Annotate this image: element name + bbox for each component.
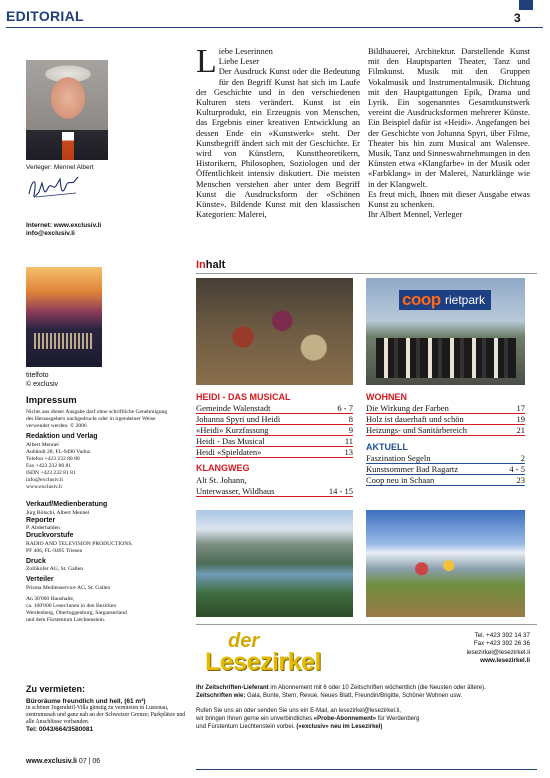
toc-aktuell-heading: AKTUELL bbox=[366, 442, 408, 452]
impressum-note: Nichts aus dieser Ausgabe darf ohne schriftliche Genehmigung des Herausgebers nachgedruckt oder in irgendeiner Weise verwendet werden. © 2006 bbox=[26, 409, 168, 429]
lesezirkel-rule bbox=[196, 624, 537, 625]
toc-row[interactable] bbox=[366, 464, 525, 475]
redaktion-line: Albert Mennel bbox=[26, 441, 59, 448]
toc-row[interactable] bbox=[366, 453, 525, 464]
walensee-landscape-photo[interactable] bbox=[196, 510, 353, 617]
brass-band-crowd bbox=[376, 338, 516, 378]
lesezirkel-web[interactable]: www.lesezirkel.li bbox=[480, 657, 530, 665]
impressum-heading: Impressum bbox=[26, 395, 77, 406]
inhalt-suffix: halt bbox=[205, 259, 226, 271]
toc-label: Heidi «Spieldaten» bbox=[196, 447, 262, 457]
verteiler-line: Prisma Medienservice AG, St. Gallen bbox=[26, 584, 111, 591]
toc-page: 11 bbox=[344, 436, 353, 446]
vermieten-phone: Tel: 0043/664/3580081 bbox=[26, 726, 94, 733]
coop-rietpark-photo[interactable] bbox=[366, 278, 525, 385]
toc-row[interactable] bbox=[366, 414, 525, 425]
haushalte-block bbox=[26, 596, 176, 624]
footer-rule bbox=[196, 769, 537, 770]
verkauf-line: Jürg Bötschi, Albert Mennel bbox=[26, 509, 90, 516]
lesezirkel-email[interactable]: lesezirkel@lesezirkel.li bbox=[466, 648, 530, 656]
editorial-column-2 bbox=[368, 46, 530, 219]
toc-page: 14 - 15 bbox=[328, 486, 353, 496]
toc-row[interactable] bbox=[196, 436, 353, 447]
toc-page: 4 - 5 bbox=[509, 464, 525, 474]
redaktion-line: Telefon +423 232 80 80 bbox=[26, 455, 80, 462]
toc-klangweg-heading: KLANGWEG bbox=[196, 463, 250, 473]
header-rule bbox=[6, 27, 543, 28]
signature-image bbox=[26, 174, 86, 202]
editorial-paragraph: Der Ausdruck Kunst oder die Bedeutung für den Begriff Kunst hat sich im Laufe der Geschichte und in den verschiedenen Kulturen stets verändert. Kunst ist ein Kulturprodukt, ein Erzeugnis von Menschen, das Ergebnis einer kreativen Entwicklung an dessen Ende ein «Kunstwerk» steht. Der Kunstbegriff ändert sich mit der Geschichte. Er wird von Künstlern, Kunsttheoretikern, Historikern, Philosophen, Soziologen und der Öffentlichkeit intensiv diskutiert. Die meisten Menschen verstehen aber unter dem Begriff Kunst die Ausdrucksform der «Schönen Künste». Bildende Kunst mit den klassischen Kategorien: Malerei, bbox=[196, 66, 360, 220]
editorial-greeting: Liebe Leser bbox=[218, 56, 260, 67]
vermieten-text: in schöner Jugendstil-Villa günstig zu vermieten in Lustenau, zentrumsnah und ganz nah an der Schweizer Grenze; Parkplätze und alle Anschlüsse vorhanden. bbox=[26, 705, 186, 725]
haushalte-line: und dem Fürstentum Liechtenstein. bbox=[26, 616, 106, 623]
lesezirkel-tel: Tel. +423 392 14 37 bbox=[474, 632, 530, 639]
toc-row[interactable] bbox=[196, 447, 353, 458]
lesezirkel-line5: und Fürstentum Liechtenstein vorbei. bbox=[196, 724, 297, 730]
lesezirkel-fax: Fax +423 392 26 36 bbox=[473, 640, 530, 648]
inhalt-prefix: In bbox=[196, 259, 206, 271]
publisher-label: Verleger: Mennel Albert bbox=[26, 164, 94, 171]
toc-page: 6 - 7 bbox=[337, 403, 353, 413]
toc-page: 8 bbox=[348, 414, 353, 424]
lesezirkel-line2-bold: Zeitschriften wie: bbox=[196, 693, 246, 699]
editorial-signoff: Ihr Albert Mennel, Verleger bbox=[368, 209, 463, 220]
lesezirkel-contact bbox=[418, 632, 530, 666]
titelfoto-label: titelfoto bbox=[26, 372, 49, 379]
haushalte-line: An 30'000 Haushalte, bbox=[26, 595, 75, 602]
footer-issue: 07 | 06 bbox=[78, 758, 101, 765]
toc-label: Faszination Segeln bbox=[366, 453, 431, 463]
editorial-paragraph: Bildhauerei, Architektur. Darstellende Kunst mit den Hauptsparten Theater, Tanz und Filmkunst. Musik mit den Gruppen Vokalmusik und Instrumentalmusik. Dichtung mit den Hauptgattungen Epik, Drama und Lyrik. Ein sogenanntes Gesamtkunstwerk vereint die Ausdrucksformen mehrerer Künste. Ein Beispiel dafür ist «Heidi». Angefangen bei der Geschichte von Johanna Spyri, über Filme, Theater bis hin zum Musical am Walensee. Musik, Tanz und Sinneswahrnehmungen in den Künsten etwa «Klangfarbe» in der Musik oder «Farbklang» in der Malerei, Naturklänge wie in der Klangwelt. bbox=[368, 46, 530, 189]
toc-label: Unterwasser, Wildhaus bbox=[196, 486, 275, 496]
editorial-column-1 bbox=[196, 43, 360, 220]
lesezirkel-text bbox=[196, 684, 534, 731]
redaktion-block bbox=[26, 433, 176, 491]
lesezirkel-line2: Gala, Bunte, Stern, Revue, Neues Blatt, Freundin/Brigitte, Schöner Wohnen usw. bbox=[245, 693, 463, 699]
toc-label: Coop neu in Schaan bbox=[366, 475, 435, 485]
toc-label: Heizungs- und Sanitärbereich bbox=[366, 425, 468, 435]
lesezirkel-line4-end: für Werdenberg bbox=[376, 716, 420, 722]
reporter-heading: Reporter bbox=[26, 516, 56, 524]
toc-heidi-heading: HEIDI - DAS MUSICAL bbox=[196, 392, 291, 402]
redaktion-heading: Redaktion und Verlag bbox=[26, 433, 98, 440]
redaktion-line: Aubündt 28, FL-9490 Vaduz bbox=[26, 448, 91, 455]
vermieten-title: Büroräume freundlich und hell, (61 m²) bbox=[26, 698, 146, 705]
lesezirkel-line4-bold: «Probe-Abonnement» bbox=[313, 716, 377, 722]
toc-row[interactable] bbox=[196, 425, 353, 436]
verteiler-heading: Verteiler bbox=[26, 576, 54, 583]
lesezirkel-line3: Rufen Sie uns an oder senden Sie uns ein E-Mail, an lesezirkel@lesezirkel.li, bbox=[196, 708, 401, 714]
redaktion-email[interactable]: info@exclusiv.li bbox=[26, 476, 63, 483]
redaktion-line: ISDN +423 232 81 81 bbox=[26, 469, 76, 476]
internet-contact bbox=[26, 222, 101, 238]
toc-label: Kunstsommer Bad Ragartz bbox=[366, 464, 459, 474]
drop-cap: L bbox=[196, 43, 217, 80]
verkauf-heading: Verkauf/Medienberatung bbox=[26, 501, 108, 508]
inhalt-rule bbox=[196, 273, 537, 274]
lesezirkel-line1-bold: Ihr Zeitschriften-Lieferant bbox=[196, 685, 269, 691]
vermieten-heading: Zu vermieten: bbox=[26, 684, 86, 694]
reporter-line: P. Abderhalden bbox=[26, 525, 60, 531]
toc-row[interactable] bbox=[366, 475, 525, 486]
internet-email[interactable]: info@exclusiv.li bbox=[26, 230, 75, 237]
druck-heading: Druck bbox=[26, 557, 46, 565]
lesezirkel-line1: im Abonnement mit 6 oder 10 Zeitschriften wöchentlich (die Neusten oder ältere). bbox=[268, 685, 486, 691]
publisher-portrait-photo bbox=[26, 60, 108, 160]
toc-row[interactable] bbox=[196, 403, 353, 414]
toc-page: 23 bbox=[516, 475, 525, 485]
lesezirkel-logo: Lesezirkel bbox=[205, 648, 321, 676]
toc-page: 13 bbox=[344, 447, 353, 457]
toc-row[interactable] bbox=[366, 425, 525, 436]
klangweg-children-photo[interactable] bbox=[366, 510, 525, 617]
redaktion-line: Fax +423 232 80 81 bbox=[26, 462, 72, 469]
cover-photo-sunset bbox=[26, 267, 102, 367]
page-tab-marker bbox=[519, 0, 533, 10]
titelfoto-copyright: © exclusiv bbox=[26, 380, 58, 388]
druckvorstufe-heading: Druckvorstufe bbox=[26, 532, 74, 539]
druck-line: Zollikofer AG, St. Gallen bbox=[26, 566, 84, 572]
rietpark-text: rietpark bbox=[445, 293, 486, 307]
haushalte-line: ca. 100'000 Leser/innen in den Bezirken bbox=[26, 602, 117, 609]
redaktion-website[interactable]: www.exclusiv.li bbox=[26, 483, 62, 490]
toc-klangweg-line1: Alt St. Johann, bbox=[196, 475, 247, 485]
coop-logo-text: coop bbox=[402, 290, 441, 309]
haushalte-line: Werdenberg, Obertoggenburg, Sarganserland bbox=[26, 609, 127, 616]
toc-page: 2 bbox=[520, 453, 525, 463]
verkauf-block bbox=[26, 501, 176, 624]
lesezirkel-line4: wir bringen Ihnen gerne ein unverbindliches bbox=[196, 716, 314, 722]
footer-url[interactable]: www.exclusiv.li bbox=[26, 758, 77, 765]
druckvorstufe-line: RADIO AND TELEVISION PRODUCTIONS, bbox=[26, 540, 133, 547]
heidi-musical-photo[interactable] bbox=[196, 278, 353, 385]
toc-label: «Heidi» Kurzfassung bbox=[196, 425, 269, 435]
section-title: EDITORIAL bbox=[6, 8, 84, 24]
toc-label: Gemeinde Walenstadt bbox=[196, 403, 271, 413]
vermieten-ad bbox=[26, 698, 186, 733]
toc-page: 9 bbox=[348, 425, 353, 435]
editorial-greeting: iebe Leserinnen bbox=[218, 46, 273, 56]
titelfoto-credit bbox=[26, 372, 58, 389]
lesezirkel-logo-der: der bbox=[228, 630, 260, 652]
toc-wohnen-heading: WOHNEN bbox=[366, 392, 407, 402]
page-number: 3 bbox=[514, 11, 521, 25]
toc-label: Die Wirkung der Farben bbox=[366, 403, 449, 413]
toc-label: Heidi - Das Musical bbox=[196, 436, 265, 446]
toc-label: Holz ist dauerhaft und schön bbox=[366, 414, 464, 424]
toc-page: 19 bbox=[516, 414, 525, 424]
footer bbox=[26, 758, 100, 765]
toc-row[interactable] bbox=[196, 486, 353, 497]
editorial-closing: Es freut mich, Ihnen mit dieser Ausgabe etwas Kunst zu schenken. bbox=[368, 188, 530, 210]
inhalt-heading bbox=[196, 259, 225, 271]
toc-row[interactable] bbox=[196, 414, 353, 425]
toc-page: 21 bbox=[516, 425, 525, 435]
toc-page: 17 bbox=[516, 403, 525, 413]
lesezirkel-line5-bold: («exclusiv» neu im Lesezirkel) bbox=[296, 724, 383, 730]
druckvorstufe-line: PF 406, FL-9495 Triesen bbox=[26, 547, 83, 554]
toc-label: Johanna Spyri und Heidi bbox=[196, 414, 281, 424]
internet-url[interactable]: Internet: www.exclusiv.li bbox=[26, 222, 102, 229]
toc-row[interactable] bbox=[366, 403, 525, 414]
